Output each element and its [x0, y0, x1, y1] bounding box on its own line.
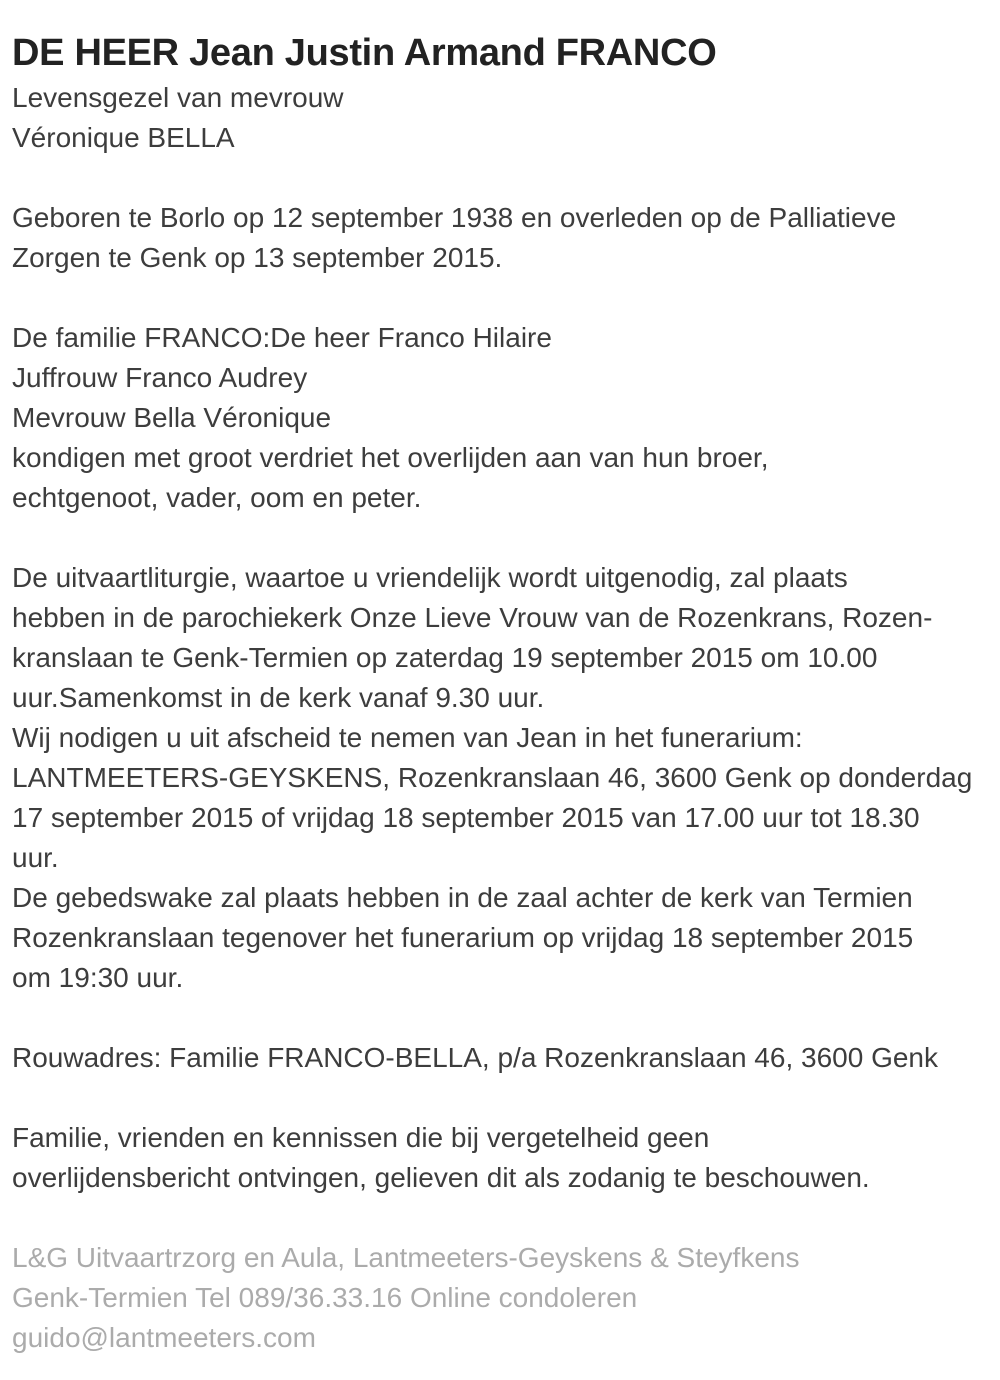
- text-line: overlijdensbericht ontvingen, gelieven dit als zodanig te beschouwen.: [12, 1162, 870, 1193]
- text-line: echtgenoot, vader, oom en peter.: [12, 482, 422, 513]
- mourning-address-paragraph: [12, 1038, 988, 1078]
- text-line: Familie, vrienden en kennissen die bij vergetelheid geen: [12, 1122, 710, 1153]
- apology-notice-paragraph: [12, 1118, 988, 1198]
- text-line: Zorgen te Genk op 13 september 2015.: [12, 242, 503, 273]
- text-line: Juffrouw Franco Audrey: [12, 362, 308, 393]
- text-line: De gebedswake zal plaats hebben in de zaal achter de kerk van Termien: [12, 882, 913, 913]
- footer-line: guido@lantmeeters.com: [12, 1322, 316, 1353]
- text-line: LANTMEETERS-GEYSKENS, Rozenkranslaan 46, 3600 Genk op donderdag: [12, 762, 973, 793]
- funeral-home-footer: [12, 1238, 988, 1358]
- text-line: om 19:30 uur.: [12, 962, 184, 993]
- funeral-service-paragraph: [12, 558, 988, 998]
- text-line: kondigen met groot verdriet het overlijden aan van hun broer,: [12, 442, 769, 473]
- text-line: uur.: [12, 842, 59, 873]
- obituary-document: [12, 30, 988, 1358]
- text-line: Rozenkranslaan tegenover het funerarium op vrijdag 18 september 2015: [12, 922, 914, 953]
- text-line: Geboren te Borlo op 12 september 1938 en overleden op de Palliatieve: [12, 202, 897, 233]
- text-line: Rouwadres: Familie FRANCO-BELLA, p/a Rozenkranslaan 46, 3600 Genk: [12, 1042, 938, 1073]
- text-line: Mevrouw Bella Véronique: [12, 402, 332, 433]
- text-line: kranslaan te Genk-Termien op zaterdag 19 september 2015 om 10.00: [12, 642, 878, 673]
- relation-line: Véronique BELLA: [12, 122, 235, 153]
- text-line: De uitvaartliturgie, waartoe u vriendelijk wordt uitgenodig, zal plaats: [12, 562, 848, 593]
- birth-death-paragraph: [12, 198, 988, 278]
- family-announcement-paragraph: [12, 318, 988, 518]
- relation-line: Levensgezel van mevrouw: [12, 82, 344, 113]
- relation-subtitle-block: [12, 78, 988, 158]
- deceased-name-title: DE HEER Jean Justin Armand FRANCO: [12, 32, 717, 74]
- text-line: 17 september 2015 of vrijdag 18 september 2015 van 17.00 uur tot 18.30: [12, 802, 920, 833]
- obituary-body: [12, 198, 988, 1198]
- text-line: hebben in de parochiekerk Onze Lieve Vrouw van de Rozenkrans, Rozen-: [12, 602, 933, 633]
- text-line: uur.Samenkomst in de kerk vanaf 9.30 uur.: [12, 682, 545, 713]
- footer-line: Genk-Termien Tel 089/36.33.16 Online condoleren: [12, 1282, 638, 1313]
- text-line: Wij nodigen u uit afscheid te nemen van Jean in het funerarium:: [12, 722, 803, 753]
- text-line: De familie FRANCO:De heer Franco Hilaire: [12, 322, 552, 353]
- footer-line: L&G Uitvaartrzorg en Aula, Lantmeeters-Geyskens & Steyfkens: [12, 1242, 800, 1273]
